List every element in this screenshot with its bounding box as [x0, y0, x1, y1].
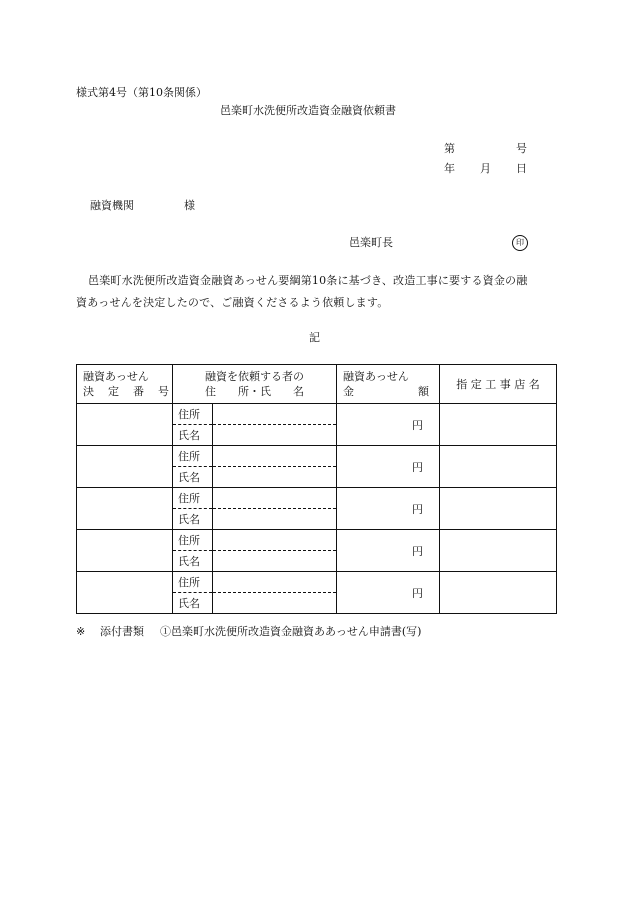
decision-number-cell[interactable] [77, 446, 173, 488]
name-label: 氏名 [173, 551, 213, 572]
amount-cell[interactable] [337, 446, 440, 488]
body-paragraph [76, 270, 556, 314]
header-char: 金 [343, 385, 354, 398]
amount-cell[interactable] [337, 404, 440, 446]
ki-label: 記 [309, 331, 320, 344]
header-char: 番 [133, 385, 144, 398]
amount-cell[interactable] [337, 572, 440, 614]
doc-number-dai: 第 [444, 142, 455, 155]
table-row [77, 488, 557, 509]
address-label: 住所 [173, 404, 213, 425]
date-year: 年 [444, 162, 455, 175]
body-line-2: 資あっせんを決定したので、ご融資くださるよう依頼します。 [76, 296, 389, 309]
address-label: 住所 [173, 446, 213, 467]
address-cell[interactable] [213, 446, 337, 467]
name-label: 氏名 [173, 425, 213, 446]
decision-number-cell[interactable] [77, 404, 173, 446]
header-amount [337, 365, 440, 404]
seal-mark [512, 235, 528, 251]
name-label: 氏名 [173, 509, 213, 530]
address-cell[interactable] [213, 572, 337, 593]
document-title: 邑楽町水洗便所改造資金融資依頼書 [220, 104, 396, 117]
header-decision-line2 [83, 384, 169, 399]
address-cell[interactable] [213, 488, 337, 509]
header-char: 決 [83, 385, 94, 398]
header-applicant [173, 365, 337, 404]
decision-number-cell[interactable] [77, 572, 173, 614]
recipient-name: 融資機関 [90, 199, 134, 212]
contractor-cell[interactable] [440, 530, 557, 572]
name-label: 氏名 [173, 467, 213, 488]
table-row [77, 446, 557, 467]
name-label: 氏名 [173, 593, 213, 614]
contractor-cell[interactable] [440, 446, 557, 488]
address-label: 住所 [173, 572, 213, 593]
header-applicant-line1: 融資を依頼する者の [205, 370, 304, 383]
recipient-honorific: 様 [184, 199, 195, 212]
date-month: 月 [480, 162, 491, 175]
table-row [77, 404, 557, 425]
header-contractor: 指 定 工 事 店 名 [440, 365, 557, 404]
yen-label: 円 [412, 502, 423, 516]
decision-number-cell[interactable] [77, 488, 173, 530]
header-char: 号 [158, 385, 169, 398]
body-line-1: 邑楽町水洗便所改造資金融資あっせん要綱第10条に基づき、改造工事に要する資金の融 [88, 274, 528, 287]
form-number: 様式第4号（第10条関係） [76, 86, 207, 99]
address-cell[interactable] [213, 404, 337, 425]
yen-label: 円 [412, 460, 423, 474]
header-decision-line1: 融資あっせん [83, 370, 149, 383]
header-amount-line1: 融資あっせん [343, 370, 409, 383]
contractor-cell[interactable] [440, 488, 557, 530]
note-item: ①邑楽町水洗便所改造資金融資ああっせん申請書(写) [160, 625, 422, 638]
contractor-cell[interactable] [440, 404, 557, 446]
loan-table [76, 364, 557, 614]
sender-name: 邑楽町長 [349, 236, 393, 249]
name-cell[interactable] [213, 467, 337, 488]
address-label: 住所 [173, 488, 213, 509]
name-cell[interactable] [213, 425, 337, 446]
address-label: 住所 [173, 530, 213, 551]
yen-label: 円 [412, 586, 423, 600]
header-decision-number [77, 365, 173, 404]
seal-icon: 印 [512, 235, 528, 251]
table-row [77, 530, 557, 551]
yen-label: 円 [412, 418, 423, 432]
header-char: 定 [108, 385, 119, 398]
yen-label: 円 [412, 544, 423, 558]
header-char: 額 [418, 385, 429, 398]
date-day: 日 [516, 162, 527, 175]
contractor-cell[interactable] [440, 572, 557, 614]
table-row [77, 572, 557, 593]
address-cell[interactable] [213, 530, 337, 551]
header-applicant-line2: 住 所・氏 名 [205, 385, 304, 398]
amount-cell[interactable] [337, 488, 440, 530]
name-cell[interactable] [213, 593, 337, 614]
note-mark: ※ [76, 625, 86, 638]
note-label: 添付書類 [100, 625, 144, 638]
name-cell[interactable] [213, 551, 337, 572]
decision-number-cell[interactable] [77, 530, 173, 572]
table-header-row [77, 365, 557, 404]
amount-cell[interactable] [337, 530, 440, 572]
doc-number-go: 号 [516, 142, 527, 155]
header-amount-line2 [343, 384, 429, 399]
name-cell[interactable] [213, 509, 337, 530]
